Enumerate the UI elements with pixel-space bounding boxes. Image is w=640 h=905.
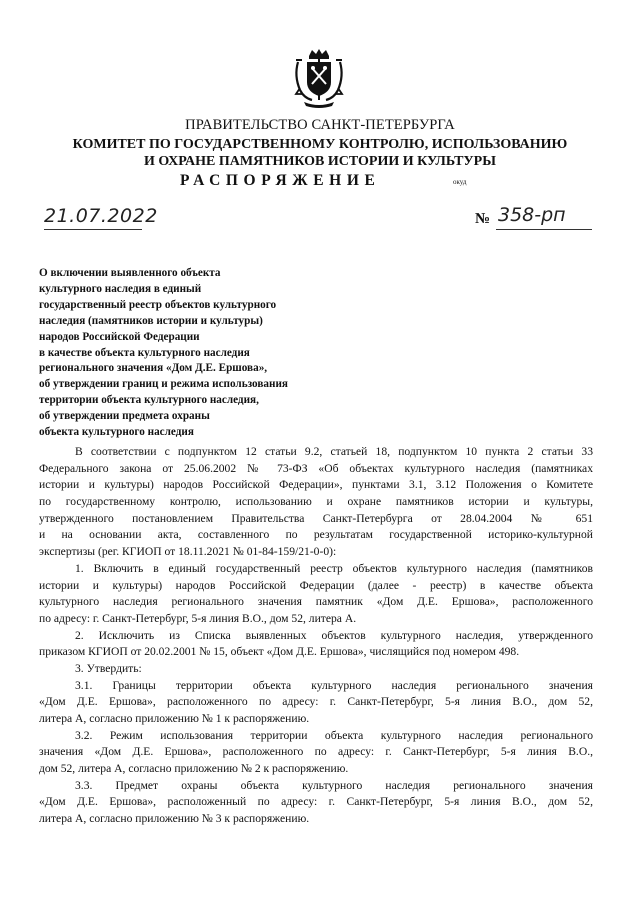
government-heading: ПРАВИТЕЛЬСТВО САНКТ-ПЕТЕРБУРГА — [185, 117, 455, 133]
body-line: 3.2. Режим использования территории объекта культурного наследия регионального — [75, 728, 593, 742]
title-line: культурного наследия в единый — [39, 282, 202, 295]
body-line: по государственному контролю, использованию и охране памятников истории и культуры, — [39, 495, 593, 509]
document-title — [39, 266, 339, 441]
document-body — [39, 444, 593, 828]
title-line: О включении выявленного объекта — [39, 267, 221, 279]
body-line: 3.1. Границы территории объекта культурного наследия регионального значения — [75, 678, 593, 692]
body-line: 3. Утвердить: — [75, 661, 142, 675]
coat-of-arms-icon — [292, 48, 346, 110]
document-type-heading: РАСПОРЯЖЕНИЕ — [180, 172, 381, 189]
body-line: утвержденного постановлением Правительства Санкт-Петербурга от 28.04.2004 № 651 — [39, 511, 593, 525]
body-line: экспертизы (рег. КГИОП от 18.11.2021 № 01-84-159/21-0-0): — [39, 545, 337, 559]
body-line: культурного наследия регионального значения памятник «Дом Д.Е. Ершова», расположенного — [39, 595, 593, 609]
title-line: народов Российской Федерации — [39, 330, 200, 343]
body-line: по адресу: г. Санкт-Петербург, 5-я линия В.О., дом 52, литера А. — [39, 611, 357, 625]
okud-label: окуд — [453, 178, 467, 186]
committee-heading-line: КОМИТЕТ ПО ГОСУДАРСТВЕННОМУ КОНТРОЛЮ, ИСПОЛЬЗОВАНИЮ — [72, 137, 568, 152]
title-line: регионального значения «Дом Д.Е. Ершова», — [39, 362, 268, 375]
body-line: истории и культуры) народов Российской Федерации», пунктами 3.1, 3.12 Положения о Комитете — [39, 478, 593, 492]
number-label: № — [475, 211, 491, 227]
body-line: «Дом Д.Е. Ершова», расположенный по адресу: г. Санкт-Петербург, 5-я линия В.О., дом 52, — [39, 795, 593, 809]
body-line: 2. Исключить из Списка выявленных объектов культурного наследия, утвержденного — [75, 628, 593, 642]
document-date: 21.07.2022 — [44, 205, 158, 227]
title-line: объекта культурного наследия — [39, 426, 194, 439]
committee-heading — [0, 136, 640, 170]
body-line: и на основании акта, составленного по результатам государственной историко-культурной — [39, 528, 593, 542]
committee-heading-line: И ОХРАНЕ ПАМЯТНИКОВ ИСТОРИИ И КУЛЬТУРЫ — [144, 154, 496, 169]
body-line: Федерального закона от 25.06.2002 № 73-ФЗ «Об объектах культурного наследия (памятниках — [39, 461, 593, 475]
body-line: литера А, согласно приложению № 1 к распоряжению. — [39, 712, 310, 725]
title-line: в качестве объекта культурного наследия — [39, 346, 250, 359]
number-underline — [496, 229, 592, 230]
title-line: наследия (памятников истории и культуры) — [39, 314, 263, 327]
body-line: дом 52, литера А, согласно приложению № 2 к распоряжению. — [39, 762, 349, 776]
title-line: об утверждении границ и режима использования — [39, 378, 288, 391]
body-line: истории и культуры) народов Российской Федерации (далее - реестр) в качестве объекта — [39, 578, 593, 592]
body-line: 1. Включить в единый государственный реестр объектов культурного наследия (памятников — [75, 561, 593, 575]
date-underline — [44, 229, 142, 230]
body-line: литера А, согласно приложению № 3 к распоряжению. — [39, 812, 310, 826]
body-line: «Дом Д.Е. Ершова», расположенного по адресу: г. Санкт-Петербург, 5-я линия В.О., дом 52, — [39, 695, 593, 709]
title-line: государственный реестр объектов культурного — [39, 298, 277, 311]
body-line: значения «Дом Д.Е. Ершова», расположенного по адресу: г. Санкт-Петербург, 5-я линия В.О., — [39, 745, 593, 759]
title-line: территории объекта культурного наследия, — [39, 394, 259, 407]
body-line: 3.3. Предмет охраны объекта культурного наследия регионального значения — [75, 778, 593, 792]
body-line: В соответствии с подпунктом 12 статьи 9.2, статьей 18, подпунктом 10 пункта 2 статьи 33 — [75, 445, 593, 458]
document-number: 358-рп — [498, 204, 566, 226]
body-line: приказом КГИОП от 20.02.2001 № 15, объект «Дом Д.Е. Ершова», числящийся под номером 498. — [39, 645, 520, 659]
title-line: об утверждении предмета охраны — [39, 410, 210, 423]
